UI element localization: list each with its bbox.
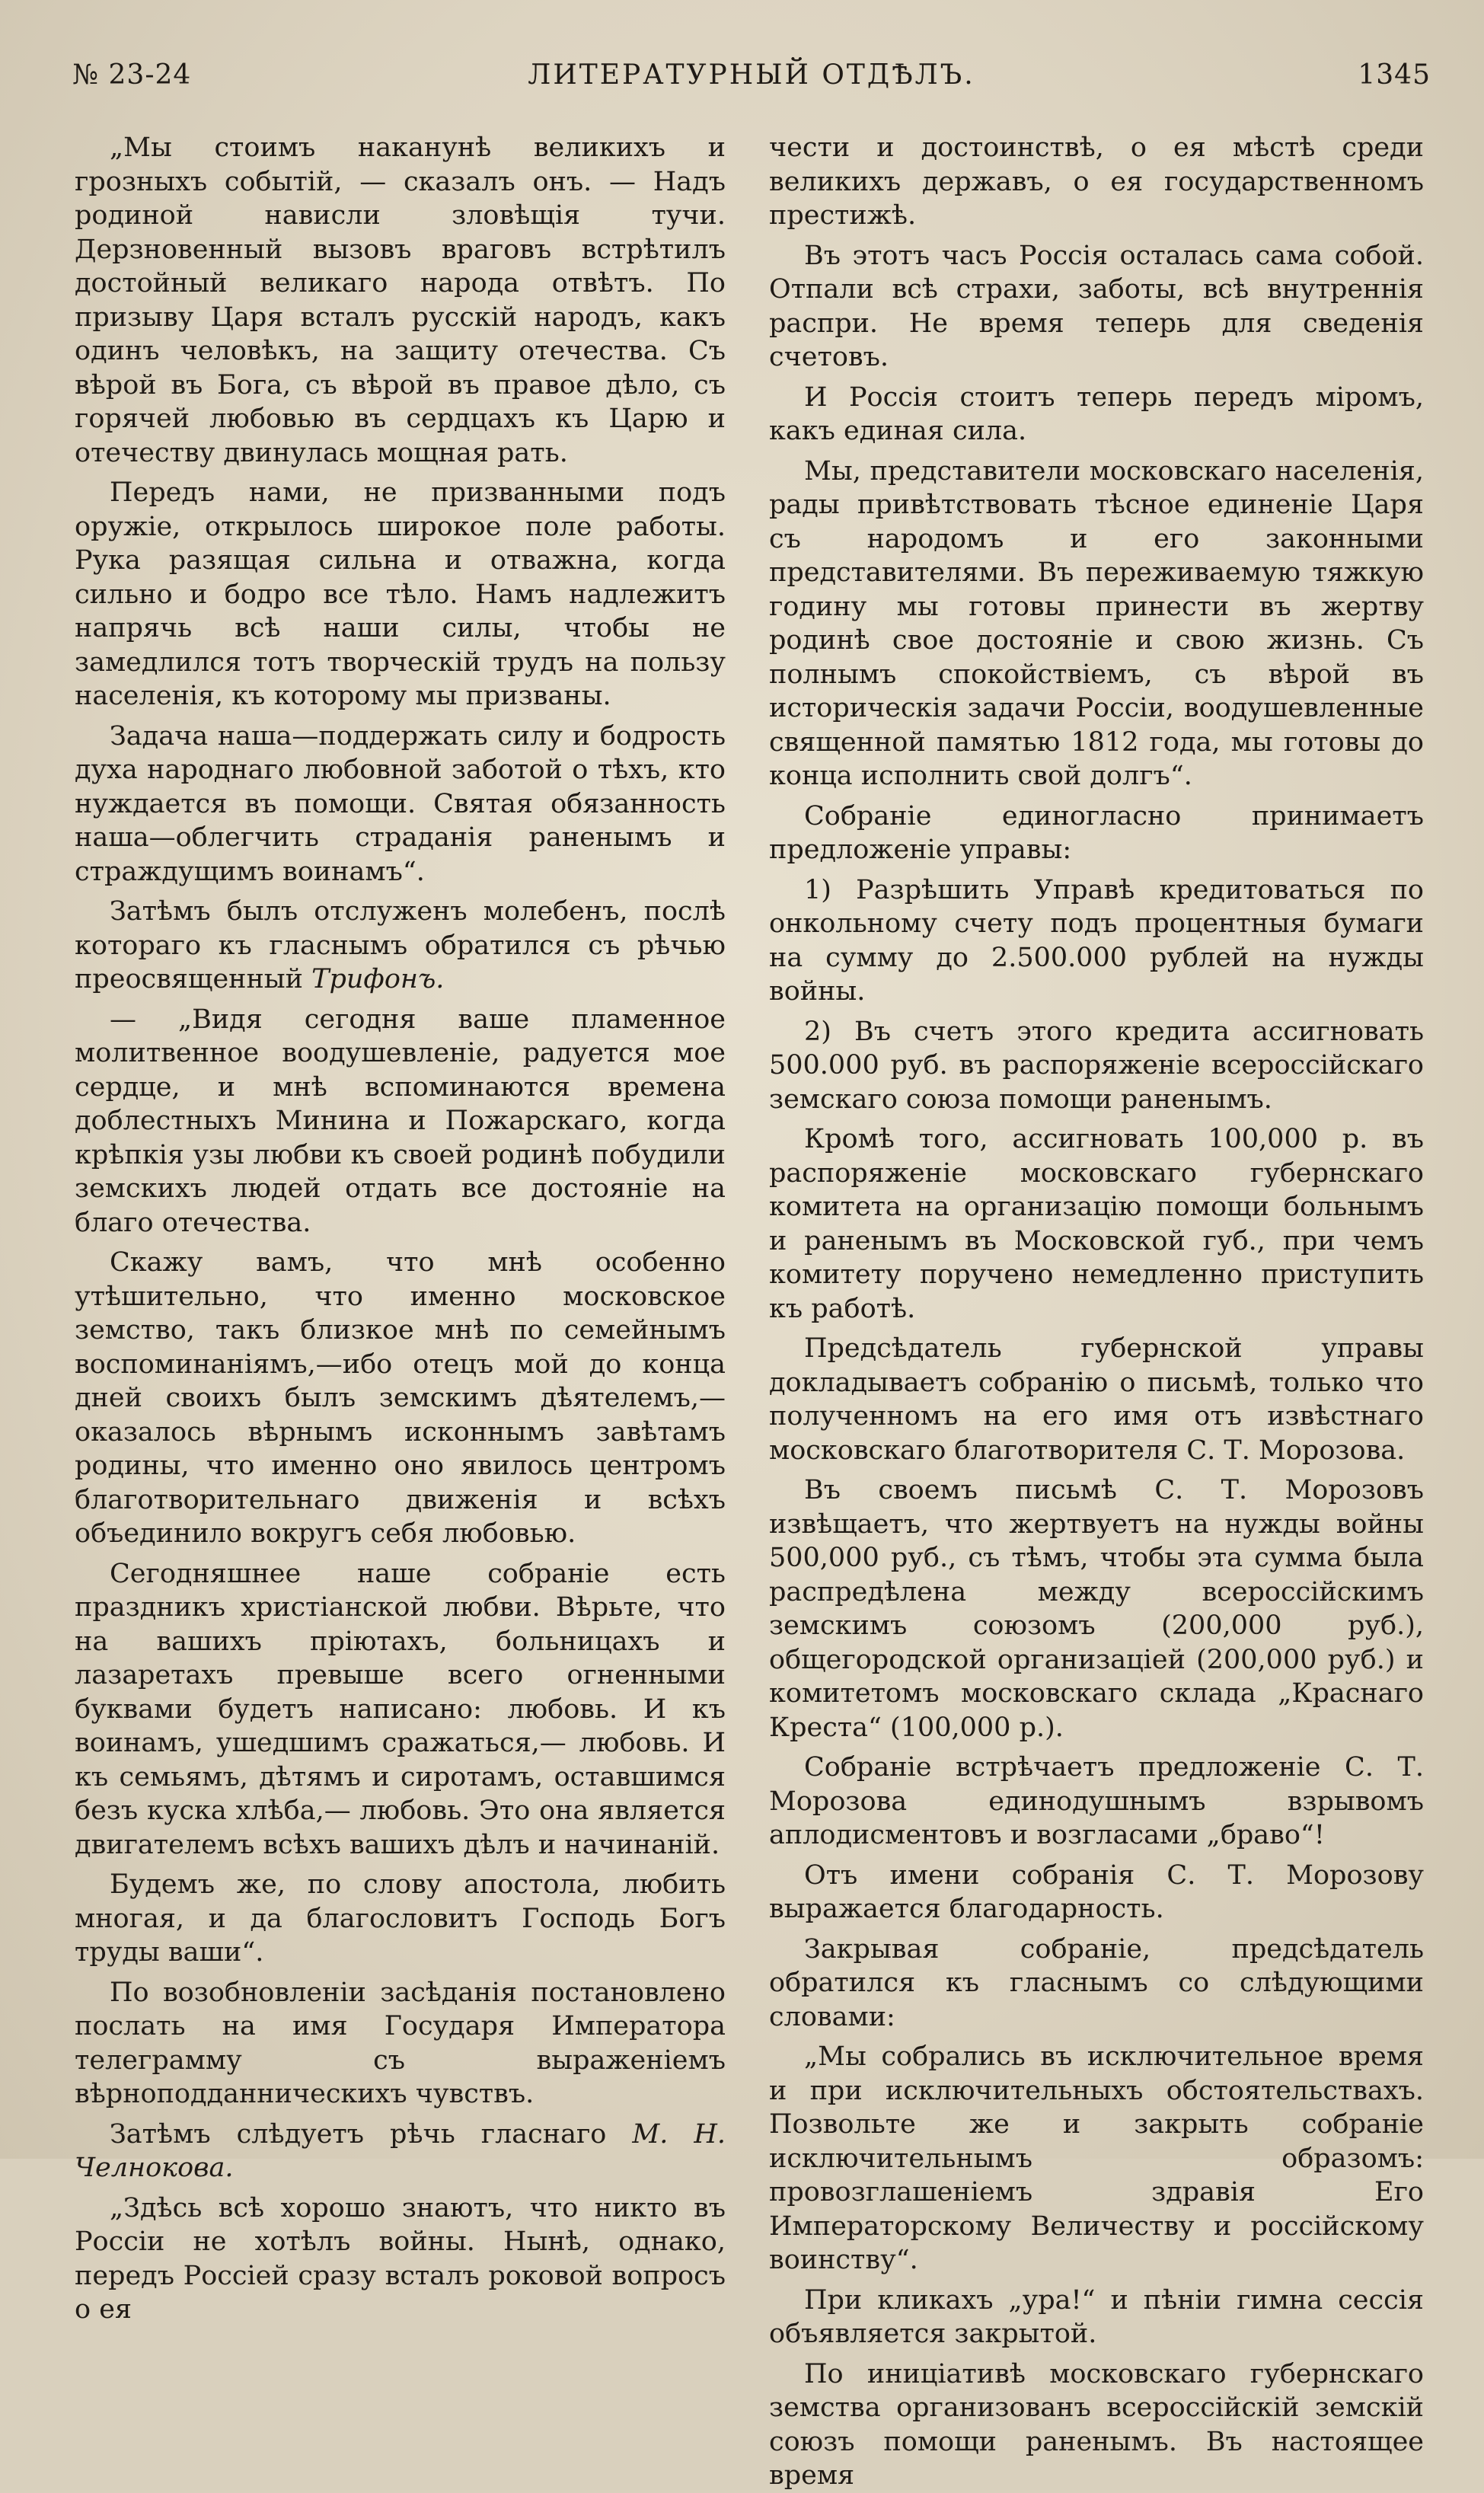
italic-name: Трифонъ.: [311, 964, 445, 994]
paragraph-text: Отъ имени собранія С. Т. Морозову выражается благодарность.: [769, 1859, 1424, 1924]
paragraph: [769, 1332, 1424, 1467]
page-header: [72, 59, 1431, 105]
paragraph: [75, 720, 726, 889]
paragraph: [769, 1933, 1424, 2035]
paragraph-text: И Россія стоитъ теперь передъ міромъ, какъ единая сила.: [769, 381, 1424, 446]
paragraph: [769, 873, 1424, 1009]
paragraph: [75, 2191, 726, 2327]
paragraph-text: 1) Разрѣшить Управѣ кредитоваться по онкольному счету подъ процентныя бумаги на сумму до 2.500.000 рублей на нужды войны.: [769, 874, 1424, 1007]
paragraph: [769, 1015, 1424, 1117]
paragraph-text: По возобновленіи засѣданія постановлено послать на имя Государя Императора телеграмму съ выраженіемъ вѣрноподданническихъ чувствъ.: [75, 1977, 726, 2109]
paragraph-text: „Мы собрались въ исключительное время и при исключительныхъ обстоятельствахъ. Позвольте же и закрыть собраніе исключительнымъ образомъ: провозглашеніемъ здравія Его Императорскому Величеству и россійскому воинству“.: [769, 2041, 1424, 2275]
paragraph: [75, 1246, 726, 1551]
paragraph: [769, 455, 1424, 793]
paragraph-text: Сегодняшнее наше собраніе есть праздникъ христіанской любви. Вѣрьте, что на вашихъ пріютахъ, больницахъ и лазаретахъ превыше всего огненными буквами будетъ написано: любовь. И къ воинамъ, ушедшимъ сражаться,— любовь. И къ семьямъ, дѣтямъ и сиротамъ, оставшимся безъ куска хлѣба,— любовь. Это она является двигателемъ всѣхъ вашихъ дѣлъ и начинаній.: [75, 1558, 726, 1860]
paragraph-text: Мы, представители московскаго населенія, рады привѣтствовать тѣсное единеніе Царя съ народомъ и его законными представителями. Въ переживаемую тяжкую годину мы готовы принести въ жертву родинѣ свое достояніе и свою жизнь. Съ полнымъ спокойствіемъ, съ вѣрой въ историческія задачи Россіи, воодушевленные священной памятью 1812 года, мы готовы до конца исполнить свой долгъ“.: [769, 455, 1424, 791]
paragraph: [75, 895, 726, 997]
paragraph-text: Скажу вамъ, что мнѣ особенно утѣшительно, что именно московское земство, такъ близкое мнѣ по семейнымъ воспоминаніямъ,—ибо отецъ мой до конца дней своихъ былъ земскимъ дѣятелемъ,—оказалось вѣрнымъ исконнымъ завѣтамъ родины, что именно оно явилось центромъ благотворительнаго движенія и всѣхъ объединило вокругъ себя любовью.: [75, 1247, 726, 1549]
paragraph-text: По иниціативѣ московскаго губернскаго земства организованъ всероссійскій земскій союзъ помощи раненымъ. Въ настоящее время: [769, 2358, 1424, 2491]
left-column: [75, 131, 726, 2325]
paragraph-text: Затѣмъ слѣдуетъ рѣчь гласнаго: [110, 2118, 607, 2150]
paragraph-text: Закрывая собраніе, предсѣдатель обратился къ гласнымъ со слѣдующими словами:: [769, 1933, 1424, 2032]
paragraph-text: Передъ нами, не призванными подъ оружіе, открылось широкое поле работы. Рука разящая сильна и отважна, когда сильно и бодро все тѣло. Намъ надлежитъ напрячь всѣ наши силы, чтобы не замедлился тотъ творческій трудъ на пользу населенія, къ которому мы призваны.: [75, 477, 726, 711]
paragraph: [769, 131, 1424, 233]
paragraph-text: чести и достоинствѣ, о ея мѣстѣ среди великихъ державъ, о ея государственномъ престижѣ.: [769, 132, 1424, 231]
paragraph: [769, 1859, 1424, 1926]
paragraph: [769, 1122, 1424, 1326]
paragraph-text: Будемъ же, по слову апостола, любить многая, и да благословитъ Господь Богъ труды ваши“.: [75, 1869, 726, 1968]
paragraph-text: Затѣмъ былъ отслуженъ молебенъ, послѣ котораго къ гласнымъ обратился съ рѣчью преосвященный: [75, 896, 726, 994]
italic-name: М. Н. Челнокова.: [75, 2118, 726, 2183]
section-title: ЛИТЕРАТУРНЫЙ ОТДѢЛЪ.: [528, 59, 975, 91]
paragraph-text: Кромѣ того, ассигновать 100,000 р. въ распоряженіе московскаго губернскаго комитета на организацію помощи больнымъ и раненымъ въ Московской губ., при чемъ комитету поручено немедленно приступить къ работѣ.: [769, 1124, 1424, 1324]
paragraph-text: Въ этотъ часъ Россія осталась сама собой. Отпали всѣ страхи, заботы, всѣ внутреннія распри. Не время теперь для сведенія счетовъ.: [769, 240, 1424, 372]
paragraph: [75, 476, 726, 713]
paragraph: [769, 2040, 1424, 2278]
paragraph: [75, 1557, 726, 1863]
paragraph: [75, 1976, 726, 2112]
paragraph: [769, 2357, 1424, 2493]
paragraph-text: Задача наша—поддержать силу и бодрость духа народнаго любовной заботой о тѣхъ, кто нуждается въ помощи. Святая обязанность наша—облегчить страданія раненымъ и страждущимъ воинамъ“.: [75, 720, 726, 887]
paragraph: [769, 1473, 1424, 1744]
paragraph-text: Собраніе единогласно принимаетъ предложеніе управы:: [769, 800, 1424, 865]
paragraph: [75, 1868, 726, 1970]
paragraph-text: „Здѣсь всѣ хорошо знаютъ, что никто въ Россіи не хотѣлъ войны. Нынѣ, однако, передъ Россіей сразу всталъ роковой вопросъ о ея: [75, 2192, 726, 2325]
paragraph-text: Предсѣдатель губернской управы докладываетъ собранію о письмѣ, только что полученномъ на его имя отъ извѣстнаго московскаго благотворителя С. Т. Морозова.: [769, 1333, 1424, 1466]
paragraph-text: 2) Въ счетъ этого кредита ассигновать 500.000 руб. въ распоряженіе всероссійскаго земскаго союза помощи раненымъ.: [769, 1016, 1424, 1115]
paragraph: [769, 800, 1424, 867]
issue-number: № 23-24: [72, 59, 192, 91]
paragraph-text: При кликахъ „ура!“ и пѣніи гимна сессія объявляется закрытой.: [769, 2284, 1424, 2349]
paragraph: [769, 2284, 1424, 2351]
right-column: [769, 131, 1424, 2491]
paragraph-text: Въ своемъ письмѣ С. Т. Морозовъ извѣщаетъ, что жертвуетъ на нужды войны 500,000 руб., съ тѣмъ, чтобы эта сумма была распредѣлена между всероссійскимъ земскимъ союзомъ (200,000 руб.), общегородской организаціей (200,000 руб.) и комитетомъ московскаго склада „Краснаго Креста“ (100,000 р.).: [769, 1475, 1424, 1743]
paragraph: [769, 381, 1424, 448]
paragraph: [75, 2118, 726, 2185]
paragraph: [75, 1003, 726, 1240]
paragraph-text: Собраніе встрѣчаетъ предложеніе С. Т. Морозова единодушнымъ взрывомъ аплодисментовъ и возгласами „браво“!: [769, 1752, 1424, 1850]
paragraph-text: „Мы стоимъ наканунѣ великихъ и грозныхъ событій, — сказалъ онъ. — Надъ родиной нависли зловѣщія тучи. Дерзновенный вызовъ враговъ встрѣтилъ достойный великаго народа отвѣтъ. По призыву Царя всталъ русскій народъ, какъ одинъ человѣкъ, на защиту отечества. Съ вѣрой въ Бога, съ вѣрой въ правое дѣло, съ горячей любовью въ сердцахъ къ Царю и отечеству двинулась мощная рать.: [75, 132, 726, 468]
page-number: 1345: [1358, 59, 1431, 91]
paragraph: [769, 1751, 1424, 1853]
paragraph: [75, 131, 726, 470]
paragraph: [769, 239, 1424, 375]
paragraph-text: — „Видя сегодня ваше пламенное молитвенное воодушевленіе, радуется мое сердце, и мнѣ вспоминаются времена доблестныхъ Минина и Пожарскаго, когда крѣпкія узы любви къ своей родинѣ побудили земскихъ людей отдать все достояніе на благо отечества.: [75, 1004, 726, 1238]
